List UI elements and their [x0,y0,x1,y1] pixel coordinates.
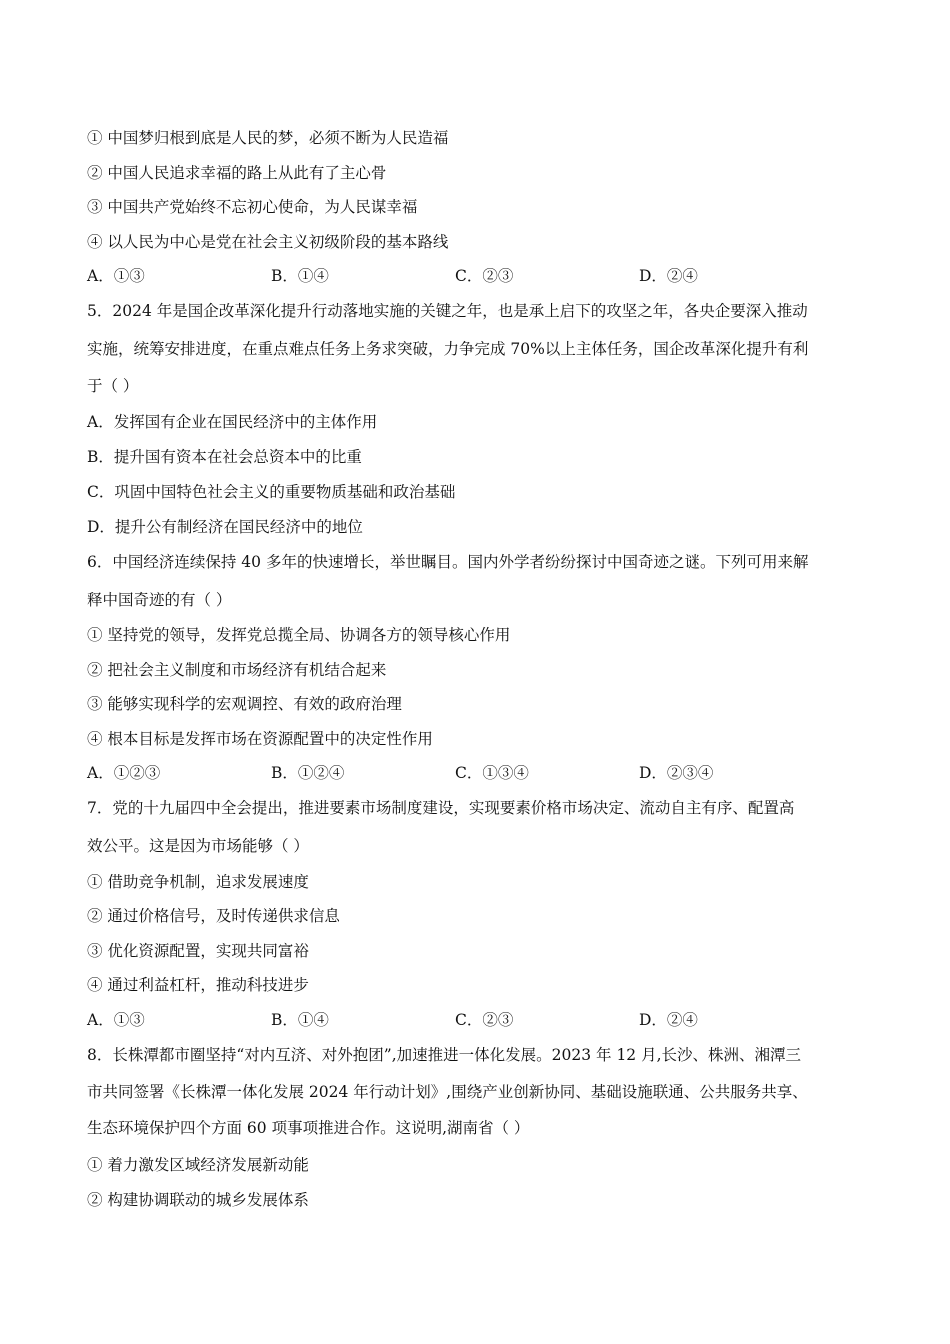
q6-statement-3: ③ 能够实现科学的宏观调控、有效的政府治理 [87,695,402,713]
q7-option-d[interactable]: D．②④ [639,1011,698,1029]
q5-option-a[interactable]: A．发挥国有企业在国民经济中的主体作用 [87,413,378,431]
q6-statement-4: ④ 根本目标是发挥市场在资源配置中的决定性作用 [87,730,433,748]
q6-option-b[interactable]: B．①②④ [271,764,345,782]
q4-statement-1: ① 中国梦归根到底是人民的梦，必须不断为人民造福 [87,129,449,147]
q8-statement-1: ① 着力激发区域经济发展新动能 [87,1156,309,1174]
q4-options [87,266,867,286]
q6-option-a[interactable]: A．①②③ [87,764,161,782]
q8-stem-line-3: 生态环境保护四个方面 60 项事项推进合作。这说明,湖南省（ ） [87,1119,530,1137]
q6-stem-line-1: 6．中国经济连续保持 40 多年的快速增长，举世瞩目。国内外学者纷纷探讨中国奇迹之谜。下列可用来解 [87,553,809,571]
q8-statement-2: ② 构建协调联动的城乡发展体系 [87,1191,309,1209]
q5-stem-line-3: 于（ ） [87,377,139,395]
q7-statement-1: ① 借助竞争机制，追求发展速度 [87,873,309,891]
q7-option-b[interactable]: B．①④ [271,1011,329,1029]
q7-statement-2: ② 通过价格信号，及时传递供求信息 [87,907,340,925]
q4-option-d[interactable]: D．②④ [639,267,698,285]
q6-statement-2: ② 把社会主义制度和市场经济有机结合起来 [87,661,387,679]
q5-option-d[interactable]: D．提升公有制经济在国民经济中的地位 [87,518,363,536]
q5-option-b[interactable]: B．提升国有资本在社会总资本中的比重 [87,448,362,466]
q6-option-c[interactable]: C．①③④ [455,764,529,782]
q5-option-c[interactable]: C．巩固中国特色社会主义的重要物质基础和政治基础 [87,483,456,501]
q6-options [87,763,867,783]
q8-stem-line-2: 市共同签署《长株潭一体化发展 2024 年行动计划》,围绕产业创新协同、基础设施联通、公共服务共享、 [87,1083,808,1101]
q6-statement-1: ① 坚持党的领导，发挥党总揽全局、协调各方的领导核心作用 [87,626,511,644]
q7-statement-3: ③ 优化资源配置，实现共同富裕 [87,942,309,960]
q7-option-c[interactable]: C．②③ [455,1011,514,1029]
q7-option-a[interactable]: A．①③ [87,1011,145,1029]
q4-option-a[interactable]: A．①③ [87,267,145,285]
q7-stem-line-1: 7．党的十九届四中全会提出，推进要素市场制度建设，实现要素价格市场决定、流动自主有序、配置高 [87,799,795,817]
q4-statement-3: ③ 中国共产党始终不忘初心使命，为人民谋幸福 [87,198,418,216]
q5-stem-line-1: 5．2024 年是国企改革深化提升行动落地实施的关键之年，也是承上启下的攻坚之年，各央企要深入推动 [87,302,808,320]
q7-options [87,1010,867,1030]
q4-statement-4: ④ 以人民为中心是党在社会主义初级阶段的基本路线 [87,233,449,251]
q4-statement-2: ② 中国人民追求幸福的路上从此有了主心骨 [87,164,387,182]
q6-stem-line-2: 释中国奇迹的有（ ） [87,591,232,609]
q6-option-d[interactable]: D．②③④ [639,764,714,782]
q7-statement-4: ④ 通过利益杠杆，推动科技进步 [87,976,309,994]
q5-stem-line-2: 实施，统筹安排进度，在重点难点任务上务求突破，力争完成 70%以上主体任务，国企改革深化提升有利 [87,340,809,358]
q8-stem-line-1: 8．长株潭都市圈坚持“对内互济、对外抱团”,加速推进一体化发展。2023 年 12 月,长沙、株洲、湘潭三 [87,1046,802,1064]
q4-option-c[interactable]: C．②③ [455,267,514,285]
q7-stem-line-2: 效公平。这是因为市场能够（ ） [87,837,309,855]
q4-option-b[interactable]: B．①④ [271,267,329,285]
